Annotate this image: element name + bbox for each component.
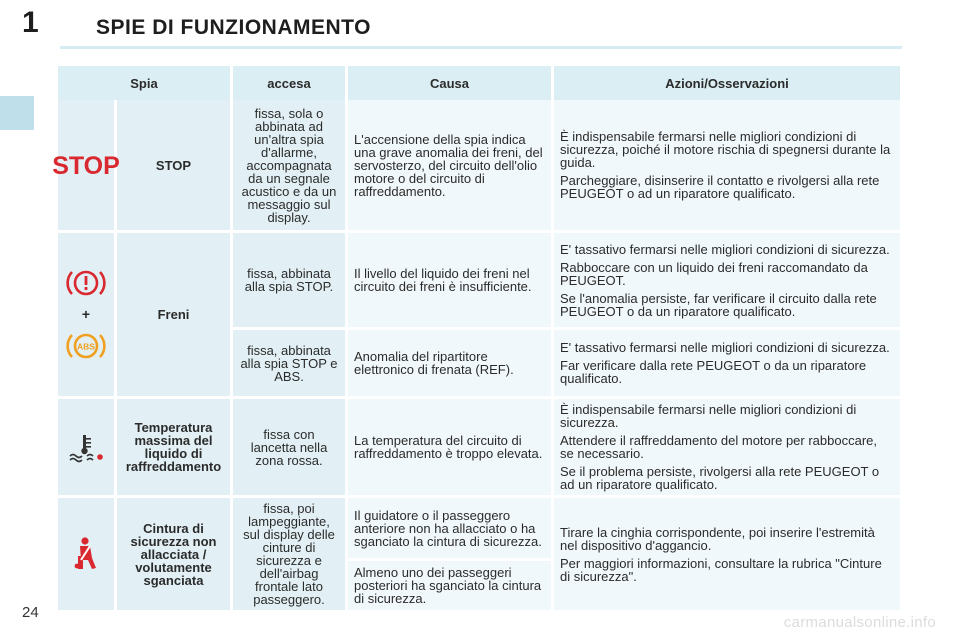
header-spia: Spia — [58, 66, 230, 100]
temperature-lit: fissa con lancetta nella zona rossa. — [233, 399, 345, 495]
stop-warning-icon — [52, 100, 120, 230]
action-text: È indispensabile fermarsi nelle migliori condizioni di sicurezza, poiché il motore rischia di spegnersi durante la guida. — [560, 129, 891, 170]
temperature-cause: La temperatura del circuito di raffreddamento è troppo elevata. — [348, 399, 551, 495]
freni-a-cause: Il livello del liquido dei freni nel circuito dei freni è insufficiente. — [348, 233, 551, 327]
seatbelt-cause-rear: Almeno uno dei passeggeri posteriori ha sganciato la cintura di sicurezza. — [348, 561, 551, 610]
title-divider — [60, 46, 902, 49]
freni-a-lit: fissa, abbinata alla spia STOP. — [233, 233, 345, 327]
stop-actions — [554, 100, 900, 230]
action-text: Rabboccare con un liquido dei freni raccomandato da PEUGEOT. — [560, 259, 868, 288]
action-text: E' tassativo fermarsi nelle migliori condizioni di sicurezza. — [560, 241, 890, 257]
seatbelt-cause-front: Il guidatore o il passeggero anteriore non ha allacciato o ha sganciato la cintura di sicurezza. — [348, 498, 551, 558]
page-title: SPIE DI FUNZIONAMENTO — [96, 16, 371, 39]
seatbelt-lit: fissa, poi lampeggiante, sul display delle cinture di sicurezza e dell'airbag frontale lato passeggero. — [233, 498, 345, 610]
chapter-side-tab — [0, 96, 34, 130]
action-text: E' tassativo fermarsi nelle migliori condizioni di sicurezza. — [560, 340, 890, 355]
watermark: carmanualsonline.info — [783, 614, 936, 631]
action-text: Far verificare dalla rete PEUGEOT o da un riparatore qualificato. — [560, 358, 867, 386]
action-text: Tirare la cinghia corrispondente, poi inserire l'estremità nel dispositivo d'aggancio. — [560, 524, 875, 553]
coolant-temperature-icon — [58, 399, 114, 495]
table-header-row — [58, 66, 900, 100]
table-row-freni — [58, 233, 900, 327]
freni-b-lit: fissa, abbinata alla spia STOP e ABS. — [233, 330, 345, 396]
table-row-stop — [58, 100, 900, 230]
action-text: È indispensabile fermarsi nelle migliori condizioni di sicurezza. — [560, 402, 857, 430]
temperature-actions — [554, 399, 900, 495]
header-accesa: accesa — [233, 66, 345, 100]
header-azioni: Azioni/Osservazioni — [554, 66, 900, 100]
freni-b-actions — [554, 330, 900, 396]
freni-name: Freni — [117, 233, 230, 396]
table-row-temperature — [58, 399, 900, 495]
svg-text:ABS: ABS — [77, 341, 95, 352]
action-text: Per maggiori informazioni, consultare la rubrica "Cinture di sicurezza". — [560, 555, 882, 584]
brake-warning-icon — [66, 266, 106, 300]
brake-icons-cell — [58, 233, 114, 396]
plus-sign: + — [81, 306, 91, 322]
warning-lights-body — [52, 97, 903, 613]
action-text: Se il problema persiste, rivolgersi alla rete PEUGEOT o ad un riparatore qualificato. — [560, 464, 880, 492]
seatbelt-actions — [554, 498, 900, 610]
header-causa: Causa — [348, 66, 551, 100]
temperature-name: Temperatura massima del liquido di raffreddamento — [117, 399, 230, 495]
seatbelt-name: Cintura di sicurezza non allacciata / volutamente sganciata — [117, 498, 230, 610]
freni-a-actions — [554, 233, 900, 327]
svg-text:STOP: STOP — [52, 152, 120, 180]
table-row-seatbelt — [58, 498, 900, 558]
action-text: Se l'anomalia persiste, far verificare il circuito dalla rete PEUGEOT o da un riparatore qualificato. — [560, 290, 877, 319]
action-text: Attendere il raffreddamento del motore per rabboccare, se necessario. — [560, 433, 877, 461]
freni-b-cause: Anomalia del ripartitore elettronico di frenata (REF). — [348, 330, 551, 396]
stop-cause: L'accensione della spia indica una grave anomalia dei freni, del servosterzo, del circuito dell'olio motore o del circuito di raffreddamento. — [348, 100, 551, 230]
chapter-number: 1 — [22, 6, 39, 39]
action-text: Parcheggiare, disinserire il contatto e rivolgersi alla rete PEUGEOT o ad un riparatore qualificato. — [560, 173, 880, 201]
abs-warning-icon — [66, 329, 106, 363]
seatbelt-icon — [58, 498, 114, 610]
stop-lit: fissa, sola o abbinata ad un'altra spia d'allarme, accompagnata da un segnale acustico e da un messaggio sul display. — [233, 100, 345, 230]
page-number: 24 — [22, 604, 39, 621]
stop-name: STOP — [117, 100, 230, 230]
